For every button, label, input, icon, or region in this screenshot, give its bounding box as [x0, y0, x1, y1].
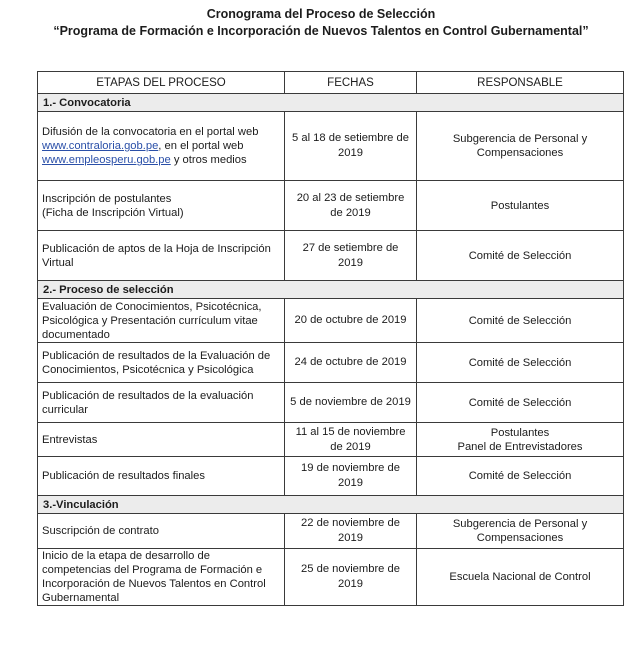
table-row: [38, 112, 624, 181]
fecha-cell: 24 de octubre de 2019: [285, 343, 417, 383]
etapa-cell: [38, 181, 285, 231]
column-header-fechas: FECHAS: [285, 72, 417, 94]
etapa-cell: [38, 112, 285, 181]
section-title: 3.-Vinculación: [38, 496, 624, 514]
etapa-text: y otros medios: [170, 154, 247, 166]
section-row-proceso: [38, 281, 624, 299]
document-title: Cronograma del Proceso de Selección: [206, 7, 436, 21]
etapa-text: , en el portal web: [158, 140, 244, 152]
table-row: [38, 181, 624, 231]
responsable-cell: [417, 423, 624, 457]
etapa-cell: Inicio de la etapa de desarrollo de competencias del Programa de Formación e Incorporación de Nuevos Talentos en Control Gubernamental: [38, 549, 285, 606]
document-subtitle: “Programa de Formación e Incorporación de Nuevos Talentos en Control Gubernamental”: [53, 24, 589, 38]
etapa-cell: Publicación de resultados de la evaluación curricular: [38, 383, 285, 423]
fecha-cell: 20 de octubre de 2019: [285, 299, 417, 343]
etapa-cell: Publicación de resultados finales: [38, 457, 285, 496]
etapa-cell: Publicación de resultados de la Evaluación de Conocimientos, Psicotécnica y Psicológica: [38, 343, 285, 383]
table-row: [38, 343, 624, 383]
fecha-cell: 27 de setiembre de 2019: [285, 231, 417, 281]
responsable-line: Postulantes: [490, 426, 550, 439]
etapa-cell: Publicación de aptos de la Hoja de Inscripción Virtual: [38, 231, 285, 281]
document-header: [0, 6, 642, 40]
table-row: [38, 423, 624, 457]
fecha-cell: 11 al 15 de noviembre de 2019: [285, 423, 417, 457]
responsable-cell: Subgerencia de Personal y Compensaciones: [417, 514, 624, 549]
etapa-cell: Suscripción de contrato: [38, 514, 285, 549]
column-header-etapas: ETAPAS DEL PROCESO: [38, 72, 285, 94]
responsable-cell: Comité de Selección: [417, 299, 624, 343]
section-title: 1.- Convocatoria: [38, 94, 624, 112]
etapa-text: Difusión de la convocatoria en el portal web: [42, 126, 259, 138]
section-row-vinculacion: [38, 496, 624, 514]
table-row: [38, 231, 624, 281]
table-row: [38, 549, 624, 606]
column-header-responsable: RESPONSABLE: [417, 72, 624, 94]
section-row-convocatoria: [38, 94, 624, 112]
responsable-cell: Subgerencia de Personal y Compensaciones: [417, 112, 624, 181]
fecha-cell: 5 de noviembre de 2019: [285, 383, 417, 423]
fecha-cell: 20 al 23 de setiembre de 2019: [285, 181, 417, 231]
contraloria-link[interactable]: www.contraloria.gob.pe: [42, 140, 159, 152]
table-row: [38, 383, 624, 423]
section-title: 2.- Proceso de selección: [38, 281, 624, 299]
responsable-cell: Comité de Selección: [417, 383, 624, 423]
table-row: [38, 514, 624, 549]
etapa-text: (Ficha de Inscripción Virtual): [42, 206, 184, 219]
fecha-cell: 22 de noviembre de 2019: [285, 514, 417, 549]
etapa-cell: Entrevistas: [38, 423, 285, 457]
responsable-line: Panel de Entrevistadores: [457, 440, 583, 453]
fecha-cell: 19 de noviembre de 2019: [285, 457, 417, 496]
table-row: [38, 457, 624, 496]
empleosperu-link[interactable]: www.empleosperu.gob.pe: [42, 154, 171, 166]
etapa-cell: Evaluación de Conocimientos, Psicotécnica, Psicológica y Presentación currículum vitae documentado: [38, 299, 285, 343]
responsable-cell: Escuela Nacional de Control: [417, 549, 624, 606]
schedule-table: [37, 71, 624, 606]
table-row: [38, 299, 624, 343]
fecha-cell: 25 de noviembre de 2019: [285, 549, 417, 606]
table-header-row: [38, 72, 624, 94]
responsable-cell: Comité de Selección: [417, 457, 624, 496]
fecha-cell: 5 al 18 de setiembre de 2019: [285, 112, 417, 181]
etapa-text: Inscripción de postulantes: [42, 192, 172, 205]
responsable-cell: Postulantes: [417, 181, 624, 231]
responsable-cell: Comité de Selección: [417, 231, 624, 281]
responsable-cell: Comité de Selección: [417, 343, 624, 383]
